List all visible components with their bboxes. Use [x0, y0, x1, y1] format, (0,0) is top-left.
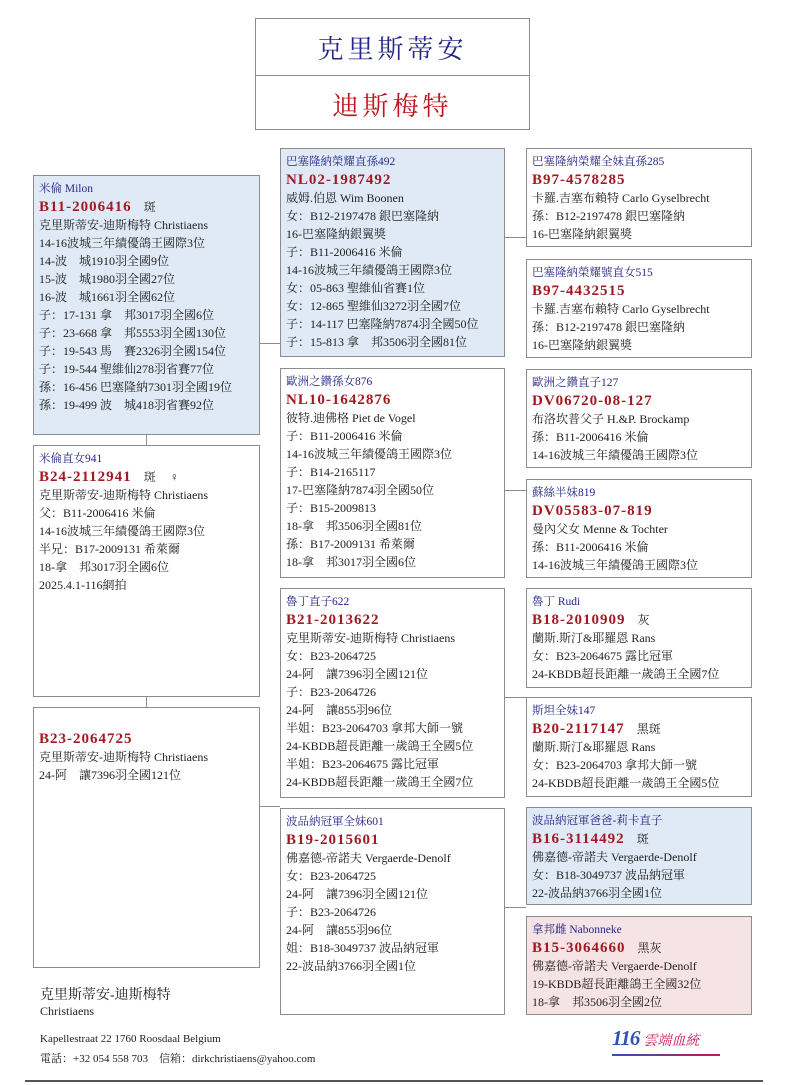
breeder: 威姆.伯恩 Wim Boonen: [286, 191, 404, 205]
pedigree-box-sd-dam: [526, 479, 752, 578]
record-line: 孫：B12-2197478 銀巴塞隆納: [532, 320, 686, 334]
pigeon-title: 巴塞隆納榮耀直孫492: [286, 156, 396, 168]
record-line: 子：B14-2165117: [286, 465, 376, 479]
breeder: 克里斯蒂安-迪斯梅特 Christiaens: [286, 631, 455, 645]
ring-number: B18-2010909: [532, 612, 626, 628]
record-line: 24-KBDB超長距離一歲鴿王全國5位: [532, 776, 720, 790]
pigeon-title: 歐洲之鑽直子127: [532, 377, 619, 389]
pedigree-box-sire-dam: [280, 368, 505, 578]
pigeon-title: 波品納冠軍全妹601: [286, 816, 384, 828]
record-line: 孫：19-499 波 城418羽省賽92位: [39, 398, 214, 412]
record-line: 半姐：B23-2064675 露比冠軍: [286, 757, 440, 771]
pigeon-title: 魯丁 Rudi: [532, 596, 581, 608]
ring-row: [532, 502, 751, 520]
ring-number: B23-2064725: [39, 731, 133, 747]
blank-title-spacer: [39, 712, 259, 730]
pedigree-box-dd-dam: [526, 916, 752, 1015]
ring-row: [532, 392, 751, 410]
record-line: 子：19-544 聖維仙278羽省賽77位: [39, 362, 214, 376]
ring-row: [532, 830, 751, 848]
record-line: 19-KBDB超長距離鴿王全國32位: [532, 977, 702, 991]
breeder: 布洛坎普父子 H.&P. Brockamp: [532, 412, 690, 426]
ring-row: [286, 611, 504, 629]
record-line: 父：B11-2006416 米倫: [39, 506, 156, 520]
pigeon-title: 巴塞隆納榮耀全妹直孫285: [532, 156, 665, 168]
color-tag: 黑灰: [637, 941, 662, 955]
female-icon: ♀: [169, 470, 179, 484]
pedigree-box-sire-sire: [280, 148, 505, 357]
record-line: 女：B23-2064725: [286, 649, 377, 663]
record-line: 半姐：B23-2064703 拿邦大師一號: [286, 721, 464, 735]
pigeon-title: 米倫 Milon: [39, 183, 93, 195]
record-line: 14-16波城三年績優鴿王國際3位: [39, 524, 205, 538]
record-line: 2025.4.1-116網拍: [39, 578, 127, 592]
record-line: 16-巴塞隆納銀翼獎: [532, 227, 632, 241]
pedigree-box-ss-dam: [526, 259, 752, 358]
record-line: 孫：B17-2009131 希萊爾: [286, 537, 416, 551]
pedigree-box-sd-sire: [526, 369, 752, 468]
record-line: 子：19-543 馬 賽2326羽全國154位: [39, 344, 226, 358]
record-line: 14-16波城三年績優鴿王國際3位: [532, 558, 698, 572]
record-line: 子：B11-2006416 米倫: [286, 245, 403, 259]
pedigree-box-sire: [33, 175, 260, 435]
footer-breeder-latin-name: Christiaens: [40, 1004, 94, 1018]
record-line: 孫：B11-2006416 米倫: [532, 430, 649, 444]
record-line: 子：23-668 拿 邦5553羽全國130位: [39, 326, 226, 340]
record-line: 16-巴塞隆納銀翼獎: [286, 227, 386, 241]
color-tag: 黑斑: [636, 722, 661, 736]
loft-header: [255, 18, 530, 130]
logo-number: 116: [612, 1026, 640, 1050]
pedigree-box-ss-sire: [526, 148, 752, 247]
breeder: 卡羅.吉塞布賴特 Carlo Gyselbrecht: [532, 191, 710, 205]
record-line: 子：B15-2009813: [286, 501, 377, 515]
ring-number: DV05583-07-819: [532, 503, 653, 519]
record-line: 24-阿 讓7396羽全國121位: [39, 768, 181, 782]
loft-name-line1: 克里斯蒂安: [256, 19, 529, 76]
record-line: 半兄：B17-2009131 希萊爾: [39, 542, 181, 556]
pedigree-box-ds-dam: [526, 697, 752, 797]
breeder: 佛嘉德-帝諾夫 Vergaerde-Denolf: [532, 959, 697, 973]
ring-row: [286, 391, 504, 409]
record-line: 女：05-863 聖維仙省賽1位: [286, 281, 425, 295]
record-line: 女：12-865 聖維仙3272羽全國7位: [286, 299, 461, 313]
record-line: 17-巴塞隆納7874羽全國50位: [286, 483, 434, 497]
ring-number: B21-2013622: [286, 612, 380, 628]
pedigree-box-ds-sire: [526, 588, 752, 688]
color-tag: 灰: [637, 613, 650, 627]
logo-text: 雲端血統: [643, 1034, 700, 1049]
ring-row: [39, 198, 259, 216]
breeder: 克里斯蒂安-迪斯梅特 Christiaens: [39, 488, 208, 502]
footer-contact: 電話：+32 054 558 703 信箱：dirkchristiaens@yahoo.com: [40, 1053, 316, 1065]
record-line: 姐：B18-3049737 波品納冠軍: [286, 941, 440, 955]
connector-line: [505, 490, 526, 491]
ring-row: [532, 611, 751, 629]
record-line: 14-波 城1910羽全國9位: [39, 254, 169, 268]
ring-row: [532, 939, 751, 957]
record-line: 24-KBDB超長距離一歲鴿王全國5位: [286, 739, 474, 753]
ring-row: [39, 730, 259, 748]
record-line: 子：B11-2006416 米倫: [286, 429, 403, 443]
ring-row: [286, 831, 504, 849]
record-line: 24-KBDB超長距離一歲鴿王全國7位: [532, 667, 720, 681]
connector-line: [505, 237, 526, 238]
pigeon-title: 波品納冠軍爸爸-莉卡直子: [532, 815, 663, 827]
record-line: 女：B12-2197478 銀巴塞隆納: [286, 209, 440, 223]
breeder: 曼內父女 Menne & Tochter: [532, 522, 668, 536]
record-line: 孫：B12-2197478 銀巴塞隆納: [532, 209, 686, 223]
color-tag: 斑: [143, 470, 156, 484]
pigeon-title: 歐洲之鑽孫女876: [286, 376, 373, 388]
connector-line: [505, 697, 526, 698]
record-line: 18-拿 邦3506羽全國2位: [532, 995, 662, 1009]
record-line: 女：B23-2064703 拿邦大師一號: [532, 758, 698, 772]
connector-line: [146, 435, 147, 445]
connector-line: [146, 697, 147, 707]
pigeon-title: 拿邦雌 Nabonneke: [532, 924, 622, 936]
record-line: 14-16波城三年績優鴿王國際3位: [286, 447, 452, 461]
ring-row: [39, 468, 259, 486]
breeder: 克里斯蒂安-迪斯梅特 Christiaens: [39, 218, 208, 232]
record-line: 14-16波城三年績優鴿王國際3位: [39, 236, 205, 250]
color-tag: 斑: [143, 200, 156, 214]
record-line: 18-拿 邦3506羽全國81位: [286, 519, 422, 533]
record-line: 子：17-131 拿 邦3017羽全國6位: [39, 308, 214, 322]
footer-address: Kapellestraat 22 1760 Roosdaal Belgium: [40, 1033, 221, 1045]
breeder: 佛嘉德-帝諾夫 Vergaerde-Denolf: [286, 851, 451, 865]
record-line: 16-巴塞隆納銀翼獎: [532, 338, 632, 352]
record-line: 女：B23-2064675 露比冠軍: [532, 649, 674, 663]
logo-underline: [612, 1054, 720, 1056]
pigeon-title: 斯坦全妹147: [532, 705, 596, 717]
pedigree-box-subject: [33, 445, 260, 697]
record-line: 女：B18-3049737 波品納冠軍: [532, 868, 686, 882]
pigeon-title: 巴塞隆納榮耀號直女515: [532, 267, 653, 279]
ring-row: [286, 171, 504, 189]
ring-number: B16-3114492: [532, 831, 625, 847]
ring-number: NL02-1987492: [286, 172, 392, 188]
ring-number: DV06720-08-127: [532, 393, 653, 409]
connector-line: [505, 907, 526, 908]
pigeon-title: 魯丁直子622: [286, 596, 350, 608]
record-line: 18-拿 邦3017羽全國6位: [286, 555, 416, 569]
loft-name-line2: 迪斯梅特: [332, 91, 453, 121]
record-line: 16-波 城1661羽全國62位: [39, 290, 175, 304]
pigeon-title: 蘇絲半妹819: [532, 487, 596, 499]
ring-row: [532, 282, 751, 300]
ring-number: B15-3064660: [532, 940, 626, 956]
connector-line: [260, 806, 280, 807]
color-tag: 斑: [636, 832, 649, 846]
record-line: 24-KBDB超長距離一歲鴿王全國7位: [286, 775, 474, 789]
record-line: 24-阿 讓7396羽全國121位: [286, 887, 428, 901]
record-line: 14-16波城三年績優鴿王國際3位: [532, 448, 698, 462]
record-line: 24-阿 讓855羽96位: [286, 703, 392, 717]
record-line: 24-阿 讓855羽96位: [286, 923, 392, 937]
footer-breeder-name: 克里斯蒂安-迪斯梅特: [40, 988, 171, 1003]
connector-line: [260, 343, 280, 344]
breeder: 卡羅.吉塞布賴特 Carlo Gyselbrecht: [532, 302, 710, 316]
pedigree-box-dd-sire: [526, 807, 752, 905]
record-line: 子：B23-2064726: [286, 905, 377, 919]
site-logo: [612, 1026, 720, 1056]
breeder: 克里斯蒂安-迪斯梅特 Christiaens: [39, 750, 208, 764]
record-line: 孫：B11-2006416 米倫: [532, 540, 649, 554]
record-line: 24-阿 讓7396羽全國121位: [286, 667, 428, 681]
ring-number: B97-4432515: [532, 283, 626, 299]
ring-row: [532, 171, 751, 189]
pedigree-box-dam-sire: [280, 588, 505, 798]
record-line: 22-波品納3766羽全國1位: [532, 886, 662, 900]
record-line: 女：B23-2064725: [286, 869, 377, 883]
pedigree-box-dam-dam: [280, 808, 505, 1015]
record-line: 22-波品納3766羽全國1位: [286, 959, 416, 973]
breeder: 佛嘉德-帝諾夫 Vergaerde-Denolf: [532, 850, 697, 864]
page-bottom-rule: [25, 1080, 763, 1082]
record-line: 15-波 城1980羽全國27位: [39, 272, 175, 286]
record-line: 14-16波城三年績優鴿王國際3位: [286, 263, 452, 277]
record-line: 孫：16-456 巴塞隆納7301羽全國19位: [39, 380, 232, 394]
breeder: 蘭斯.斯汀&耶羅恩 Rans: [532, 631, 656, 645]
breeder: 彼特.迪佛格 Piet de Vogel: [286, 411, 416, 425]
ring-number: NL10-1642876: [286, 392, 392, 408]
ring-number: B97-4578285: [532, 172, 626, 188]
ring-number: B20-2117147: [532, 721, 625, 737]
record-line: 18-拿 邦3017羽全國6位: [39, 560, 169, 574]
ring-number: B19-2015601: [286, 832, 380, 848]
ring-number: B24-2112941: [39, 469, 132, 485]
ring-row: [532, 720, 751, 738]
pigeon-title: 米倫直女941: [39, 453, 103, 465]
ring-number: B11-2006416: [39, 199, 132, 215]
record-line: 子：B23-2064726: [286, 685, 377, 699]
record-line: 子：15-813 拿 邦3506羽全國81位: [286, 335, 467, 349]
pedigree-box-dam: [33, 707, 260, 968]
breeder: 蘭斯.斯汀&耶羅恩 Rans: [532, 740, 656, 754]
record-line: 子：14-117 巴塞隆納7874羽全國50位: [286, 317, 479, 331]
